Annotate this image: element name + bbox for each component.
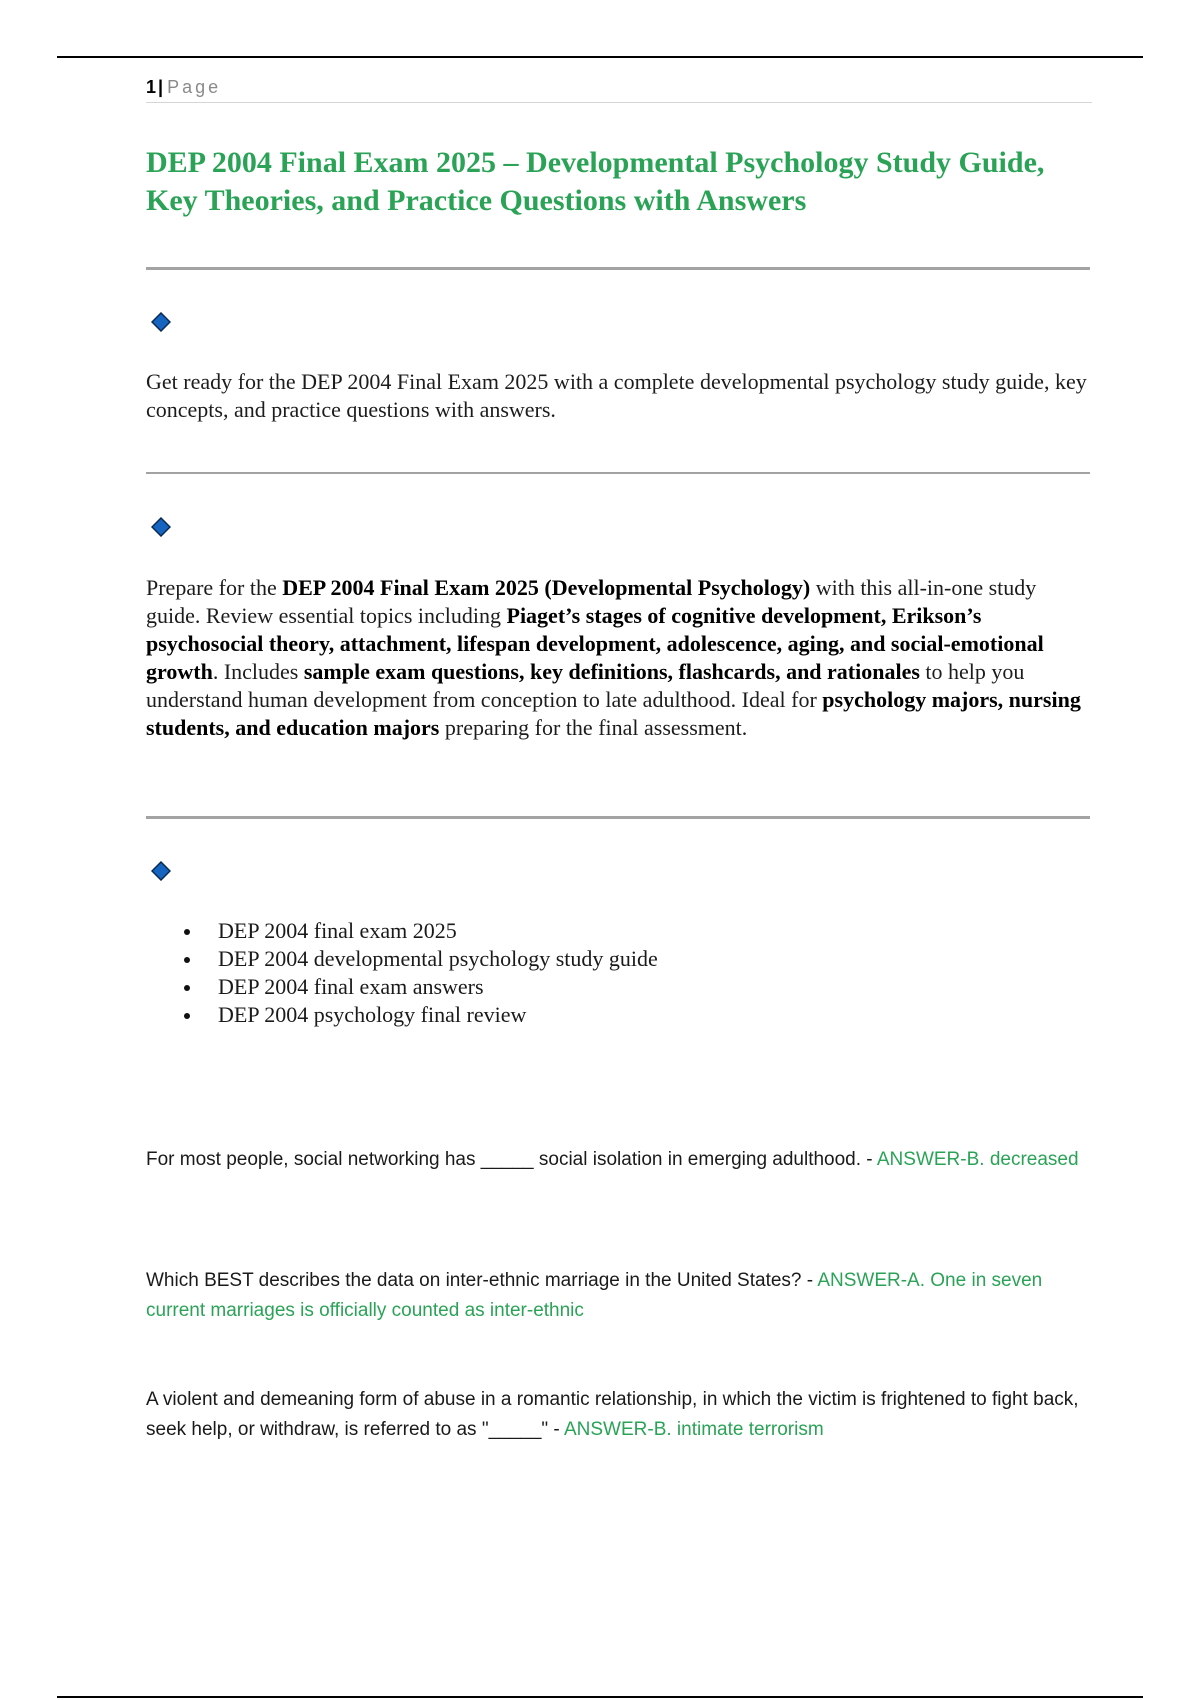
answer-text: ANSWER-B. decreased bbox=[876, 1149, 1079, 1170]
page-header bbox=[146, 74, 1092, 103]
question-answer-item bbox=[146, 1385, 1096, 1445]
question-text: Which BEST describes the data on inter-ethnic marriage in the United States? - bbox=[146, 1270, 818, 1291]
keyword-item: DEP 2004 final exam 2025 bbox=[146, 917, 1086, 945]
page-label: Page bbox=[167, 77, 222, 97]
question-text: For most people, social networking has _____ social isolation in emerging adulthood. - bbox=[146, 1149, 877, 1170]
section-divider bbox=[146, 472, 1090, 474]
intro-paragraph: Get ready for the DEP 2004 Final Exam 2025 with a complete developmental psychology study guide, key concepts, and practice questions with answers. bbox=[146, 369, 1087, 422]
answer-text: ANSWER-B. intimate terrorism bbox=[563, 1419, 824, 1440]
description-text: to help you understand human development from conception to late adulthood. Ideal for bbox=[146, 659, 1025, 712]
question-answer-item bbox=[146, 1266, 1096, 1326]
document-title: DEP 2004 Final Exam 2025 – Developmental Psychology Study Guide, Key Theories, and Practice Questions with Answers bbox=[146, 146, 1045, 217]
page-number: 1 bbox=[146, 77, 157, 97]
keyword-item: DEP 2004 developmental psychology study guide bbox=[146, 945, 1086, 973]
blue-diamond-icon bbox=[151, 312, 171, 332]
page-top-rule bbox=[57, 56, 1143, 58]
keyword-list bbox=[146, 917, 1086, 1029]
description-text: Prepare for the bbox=[146, 575, 283, 600]
description-bold: Piaget’s stages of cognitive development, Erikson’s psychosocial theory, attachment, lifespan development, adolescence, aging, and social-emotional growth bbox=[146, 603, 1044, 684]
description-bold: sample exam questions, key definitions, flashcards, and rationales bbox=[303, 659, 920, 684]
description-text: with this all-in-one study guide. Review essential topics including bbox=[146, 575, 1037, 628]
section-divider bbox=[146, 267, 1090, 270]
question-answer-item bbox=[146, 1145, 1096, 1175]
keyword-item: DEP 2004 final exam answers bbox=[146, 973, 1086, 1001]
keyword-item: DEP 2004 psychology final review bbox=[146, 1001, 1086, 1029]
description-text: preparing for the final assessment. bbox=[439, 715, 748, 740]
description-paragraph bbox=[146, 574, 1094, 742]
blue-diamond-icon bbox=[151, 517, 171, 537]
section-divider bbox=[146, 816, 1090, 819]
description-bold: psychology majors, nursing students, and education majors bbox=[146, 687, 1081, 740]
description-text: . Includes bbox=[212, 659, 304, 684]
description-bold: DEP 2004 Final Exam 2025 (Developmental Psychology) bbox=[282, 575, 811, 600]
blue-diamond-icon bbox=[151, 861, 171, 881]
answer-text: ANSWER-A. One in seven current marriages is officially counted as inter-ethnic bbox=[146, 1270, 1043, 1321]
question-text: A violent and demeaning form of abuse in a romantic relationship, in which the victim is frightened to fight back, seek help, or withdraw, is referred to as "_____" - bbox=[146, 1389, 1079, 1440]
page-bottom-rule bbox=[57, 1696, 1143, 1698]
page-separator: | bbox=[158, 77, 164, 97]
